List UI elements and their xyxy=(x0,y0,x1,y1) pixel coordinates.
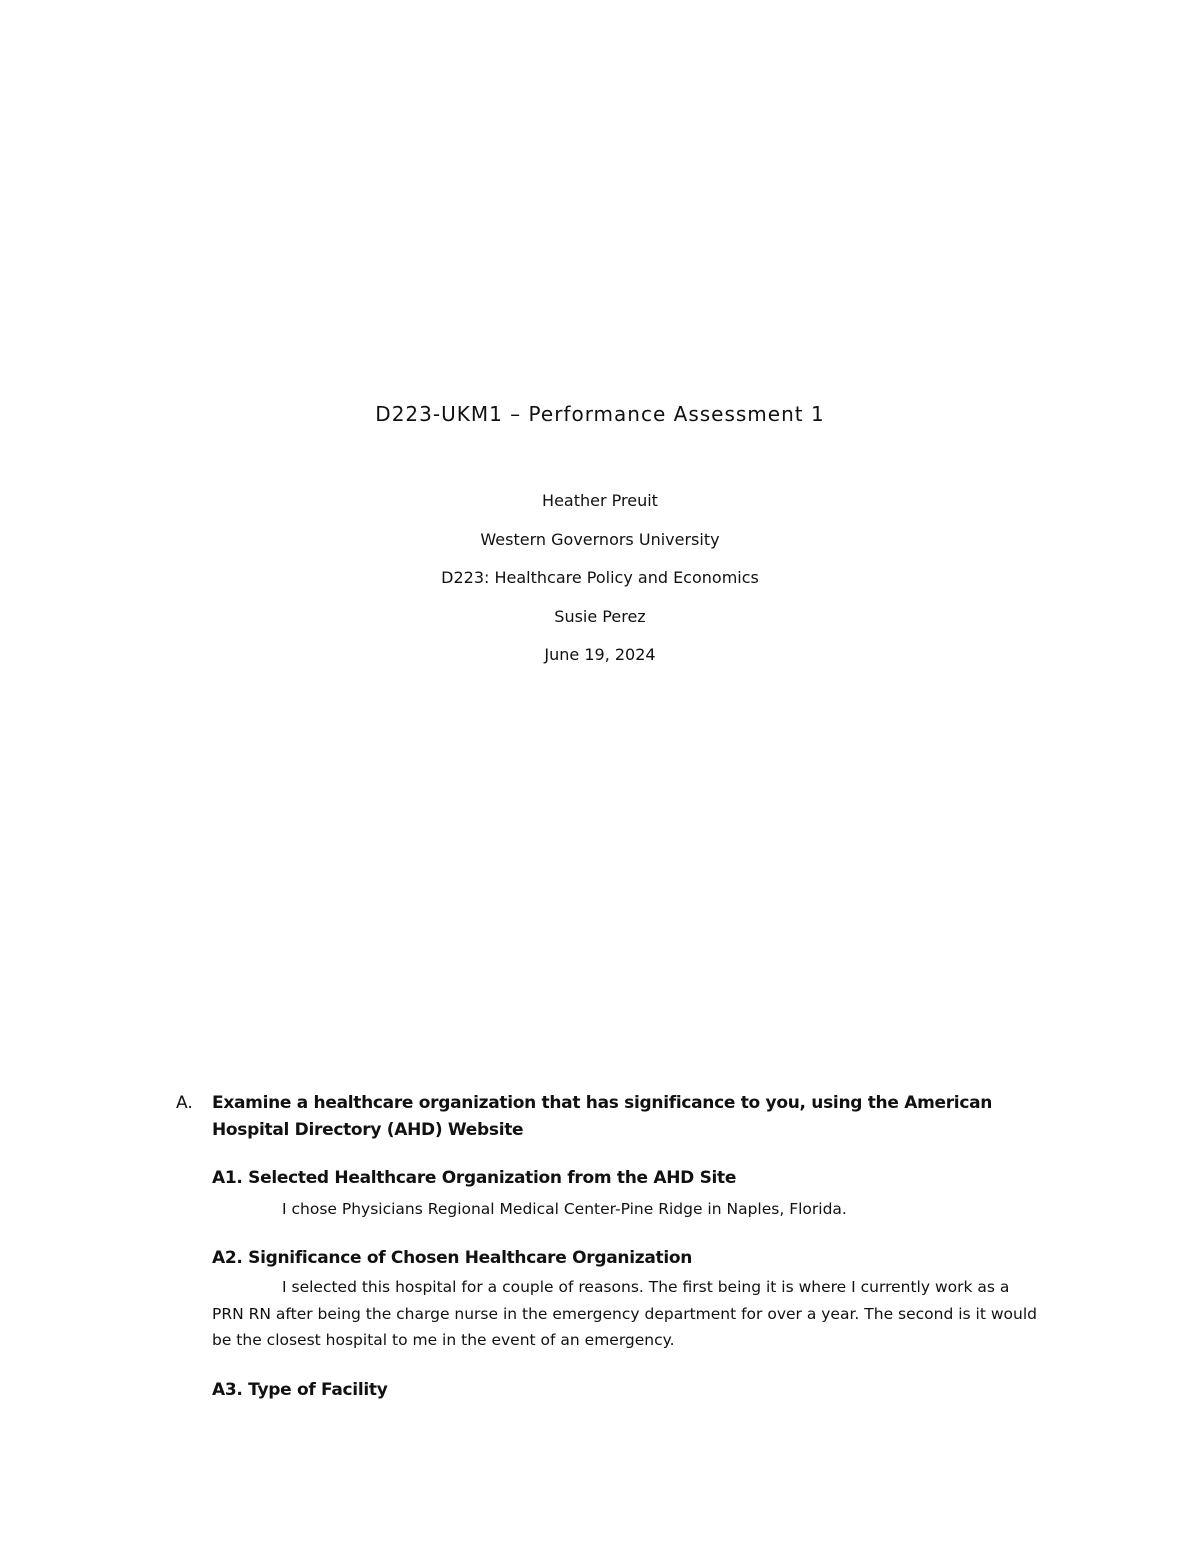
section-a1-text: I chose Physicians Regional Medical Center-Pine Ridge in Naples, Florida. xyxy=(282,1200,847,1218)
section-a2-heading: A2. Significance of Chosen Healthcare Organization xyxy=(212,1248,693,1268)
section-a-heading: Examine a healthcare organization that has significance to you, using the American Hospital Directory (AHD) Website xyxy=(212,1093,993,1140)
author-name: Heather Preuit xyxy=(542,491,658,510)
instructor-name: Susie Perez xyxy=(554,606,646,626)
section-a-marker: A. xyxy=(176,1093,193,1113)
section-a1-paragraph xyxy=(212,1196,1042,1223)
submission-date: June 19, 2024 xyxy=(544,645,656,664)
section-a1-heading: A1. Selected Healthcare Organization from the AHD Site xyxy=(212,1168,737,1188)
course-name: D223: Healthcare Policy and Economics xyxy=(441,568,759,587)
page-title: D223-UKM1 – Performance Assessment 1 xyxy=(375,402,825,426)
section-a2-text: I selected this hospital for a couple of reasons. The first being it is where I currently work as a PRN RN after being the charge nurse in the emergency department for over a year. The second is it would be the closest hospital to me in the event of an emergency. xyxy=(212,1278,1037,1349)
section-a3-heading: A3. Type of Facility xyxy=(212,1380,388,1400)
cover-details xyxy=(0,482,1200,675)
institution-name: Western Governors University xyxy=(480,529,720,549)
section-a2-paragraph xyxy=(212,1274,1042,1354)
